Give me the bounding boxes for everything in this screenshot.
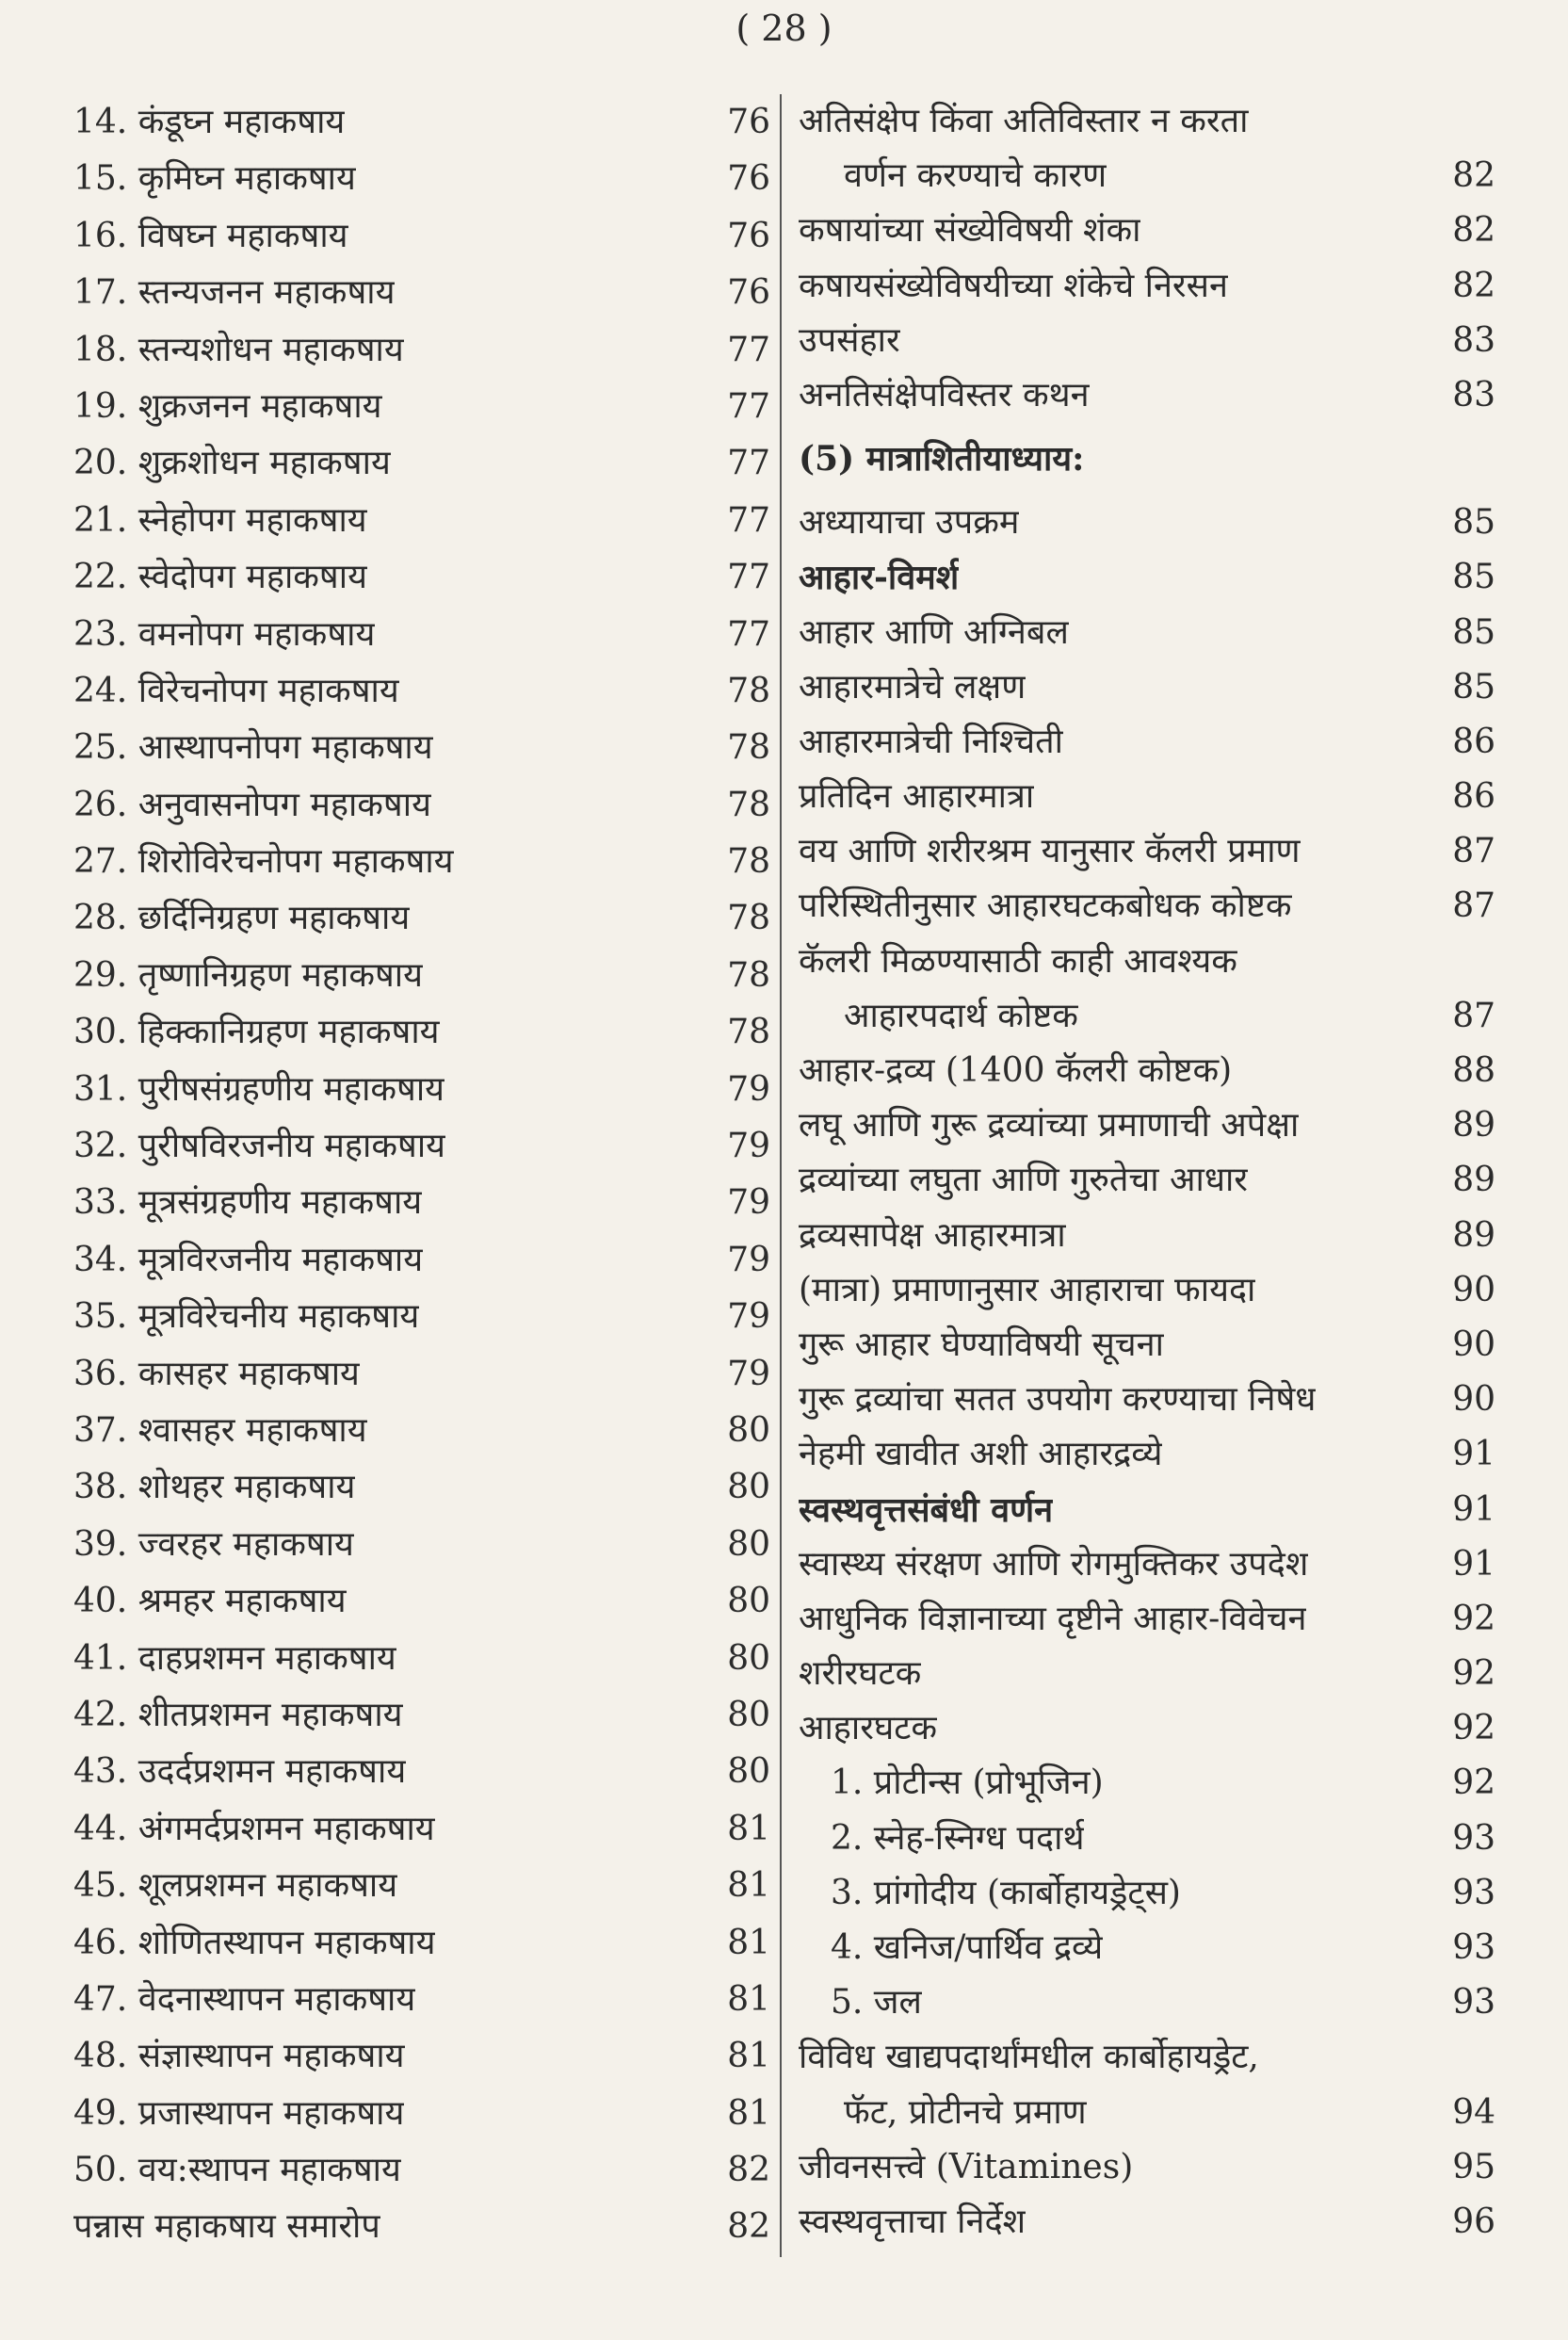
toc-entry-title: 47. वेदनास्थापन महाकषाय [73,1979,416,2019]
toc-entry-title: (5) मात्राशितीयाध्याय: [799,439,1085,479]
toc-entry-title: आधुनिक विज्ञानाच्या दृष्टीने आहार-विवेचन [799,1599,1307,1638]
toc-entry-title: स्वस्थवृत्ताचा निर्देश [799,2202,1026,2241]
toc-entry-title: उपसंहार [799,320,900,360]
toc-entry-title: 37. श्वासहर महाकषाय [73,1410,367,1450]
toc-entry-title: 16. विषघ्न महाकषाय [73,216,348,255]
toc-entry [73,1232,770,1289]
toc-entry [799,1866,1495,1921]
toc-entry-title: पन्नास महाकषाय समारोप [73,2207,380,2247]
toc-entry-page: 92 [1452,1709,1495,1748]
toc-entry-title: 44. अंगमर्दप्रशमन महाकषाय [73,1809,435,1848]
toc-entry-page: 78 [727,785,770,824]
toc-entry-page: 77 [727,558,770,597]
toc-entry-page: 81 [727,1809,770,1848]
toc-entry-page: 93 [1452,1818,1495,1858]
toc-entry-title: 50. वय:स्थापन महाकषाय [73,2151,401,2190]
toc-entry-page: 85 [1452,612,1495,652]
toc-entry [73,1289,770,1345]
toc-entry [73,834,770,890]
toc-entry [799,496,1495,550]
toc-entry-title: नेहमी खावीत अशी आहारद्रव्ये [799,1435,1163,1474]
toc-entry-title: 1. प्रोटीन्स (प्रोभूजिन) [831,1763,1104,1803]
toc-entry-page: 87 [1452,996,1495,1035]
toc-entry-title: 20. शुक्रशोधन महाकषाय [73,444,391,483]
toc-entry-title: आहारमात्रेचे लक्षण [799,667,1026,707]
toc-entry-title: परिस्थितीनुसार आहारघटकबोधक कोष्टक [799,886,1292,926]
toc-entry [799,1812,1495,1866]
toc-entry-title: फॅट, प्रोटीनचे प्रमाण [844,2092,1087,2132]
toc-entry-title: आहारपदार्थ कोष्टक [844,996,1078,1035]
toc-entry-title: 25. आस्थापनोपग महाकषाय [73,728,433,768]
toc-entry-page: 80 [727,1638,770,1678]
toc-entry-title: 36. कासहर महाकषाय [73,1354,360,1393]
toc-entry [799,259,1495,314]
toc-entry-title: 2. स्नेह-स्निग्ध पदार्थ [831,1818,1085,1858]
toc-entry-page: 80 [727,1695,770,1734]
toc-entry [73,2199,770,2255]
toc-entry [799,770,1495,824]
toc-entry-page: 88 [1452,1051,1495,1090]
toc-entry [73,948,770,1004]
toc-entry [799,1592,1495,1647]
toc-entry-title: 46. शोणितस्थापन महाकषाय [73,1923,436,1962]
toc-entry-title: जीवनसत्त्वे (Vitamines) [799,2147,1134,2186]
toc-right-column [799,94,1495,2250]
toc-entry-title: 15. कृमिघ्न महाकषाय [73,159,356,199]
toc-entry [799,1263,1495,1318]
toc-entry-page: 81 [727,2037,770,2076]
toc-entry-page: 77 [727,614,770,654]
toc-entry [799,1921,1495,1975]
toc-entry-page: 78 [727,842,770,882]
toc-entry-title: 40. श्रमहर महाकषाय [73,1582,347,1621]
toc-entry-title: विविध खाद्यपदार्थांमधील कार्बोहायड्रेट, [799,2038,1259,2077]
toc-entry-title: 43. उदर्दप्रशमन महाकषाय [73,1752,407,1792]
toc-entry-page: 78 [727,1013,770,1052]
toc-entry-page: 96 [1452,2202,1495,2241]
toc-entry [73,663,770,720]
toc-entry [73,1972,770,2028]
toc-entry-page: 89 [1452,1215,1495,1255]
toc-entry [73,1687,770,1744]
toc-entry-title: अध्यायाचा उपक्रम [799,503,1020,543]
toc-entry [799,2140,1495,2195]
toc-entry-title: गुरू आहार घेण्याविषयी सूचना [799,1324,1164,1364]
toc-entry-page: 76 [727,103,770,141]
toc-entry-title: आहारमात्रेची निश्चिती [799,722,1063,761]
toc-entry-page: 85 [1452,558,1495,597]
toc-entry-title: कॅलरी मिळण्यासाठी काही आवश्यक [799,941,1237,981]
toc-entry-page: 93 [1452,1983,1495,2023]
toc-entry [799,314,1495,368]
toc-entry [73,1744,770,1800]
toc-entry [73,1858,770,1914]
toc-entry [799,1209,1495,1263]
toc-entry [799,1427,1495,1482]
toc-entry-page: 81 [727,1979,770,2019]
toc-entry-page: 79 [727,1127,770,1166]
toc-entry-title: लघू आणि गुरू द्रव्यांच्या प्रमाणाची अपेक्षा [799,1106,1300,1146]
toc-entry [799,2030,1495,2085]
toc-entry-title: (मात्रा) प्रमाणानुसार आहाराचा फायदा [799,1270,1256,1309]
toc-entry [73,208,770,265]
toc-entry-page: 78 [727,728,770,768]
toc-entry [799,1153,1495,1208]
toc-entry-page: 80 [727,1752,770,1792]
toc-entry [799,606,1495,660]
toc-entry-title: गुरू द्रव्यांचा सतत उपयोग करण्याचा निषेध [799,1380,1317,1420]
toc-entry [73,1801,770,1858]
toc-entry [799,1647,1495,1701]
toc-entry [799,715,1495,770]
toc-entry-page: 79 [727,1183,770,1223]
toc-entry-page: 91 [1452,1489,1495,1529]
toc-entry [73,549,770,606]
toc-entry-page: 83 [1452,320,1495,360]
toc-entry-title: 42. शीतप्रशमन महाकषाय [73,1695,403,1734]
toc-entry-page: 90 [1452,1324,1495,1364]
toc-entry [799,1044,1495,1098]
toc-entry-page: 76 [727,273,770,313]
toc-entry-page: 91 [1452,1544,1495,1584]
toc-entry [73,1175,770,1231]
toc-entry-title: आहारघटक [799,1709,938,1748]
toc-entry [799,423,1495,496]
toc-entry [73,1004,770,1061]
toc-entry-page: 78 [727,671,770,710]
toc-entry-page: 82 [1452,266,1495,305]
toc-entry-page: 82 [1452,156,1495,196]
toc-entry [73,1459,770,1516]
toc-entry-title: 33. मूत्रसंग्रहणीय महाकषाय [73,1183,423,1223]
toc-entry-title: 49. प्रजास्थापन महाकषाय [73,2093,405,2133]
toc-entry [73,435,770,492]
toc-entry [799,824,1495,879]
toc-entry [799,879,1495,934]
toc-entry-page: 77 [727,330,770,369]
toc-entry-title: 31. पुरीषसंग्रहणीय महाकषाय [73,1069,445,1109]
toc-entry-page: 80 [727,1410,770,1450]
toc-entry-page: 93 [1452,1873,1495,1912]
toc-entry-title: 38. शोथहर महाकषाय [73,1468,356,1507]
toc-entry-title: 30. हिक्कानिग्रहण महाकषाय [73,1013,440,1052]
toc-entry-title: 45. शूलप्रशमन महाकषाय [73,1866,398,1906]
toc-entry-page: 83 [1452,375,1495,414]
toc-entry [73,1062,770,1118]
toc-entry [799,2195,1495,2250]
toc-entry-title: शरीरघटक [799,1654,922,1694]
toc-entry-title: 27. शिरोविरेचनोपग महाकषाय [73,842,454,882]
toc-entry [799,1318,1495,1373]
toc-entry-title: 35. मूत्रविरेचनीय महाकषाय [73,1297,420,1337]
toc-entry-page: 76 [727,159,770,199]
toc-entry-title: 39. ज्वरहर महाकषाय [73,1524,354,1564]
toc-entry-title: 32. पुरीषविरजनीय महाकषाय [73,1127,446,1166]
toc-entry-title: कषायसंख्येविषयीच्या शंकेचे निरसन [799,266,1228,305]
toc-entry-page: 79 [727,1297,770,1337]
toc-entry [799,149,1495,203]
toc-entry-title: स्वस्थवृत्तसंबंधी वर्णन [799,1489,1054,1530]
toc-entry-title: 14. कंडूघ्न महाकषाय [73,103,346,141]
toc-entry-title: 22. स्वेदोपग महाकषाय [73,558,367,597]
toc-entry-title: 34. मूत्रविरजनीय महाकषाय [73,1240,424,1279]
toc-entry-title: 41. दाहप्रशमन महाकषाय [73,1638,396,1678]
toc-entry-page: 87 [1452,832,1495,871]
toc-entry [73,493,770,549]
toc-entry [799,94,1495,149]
toc-entry-page: 87 [1452,886,1495,926]
toc-entry-page: 81 [727,1866,770,1906]
toc-entry [73,2142,770,2199]
toc-entry [73,94,770,151]
toc-entry [73,265,770,321]
toc-entry-title: अतिसंक्षेप किंवा अतिविस्तार न करता [799,102,1249,140]
toc-entry-page: 81 [727,2093,770,2133]
toc-entry [73,1118,770,1175]
toc-entry-title: प्रतिदिन आहारमात्रा [799,777,1035,817]
toc-entry [799,1098,1495,1153]
toc-entry-title: द्रव्यांच्या लघुता आणि गुरुतेचा आधार [799,1161,1249,1200]
toc-entry-title: वय आणि शरीरश्रम यानुसार कॅलरी प्रमाण [799,832,1301,871]
toc-entry-page: 95 [1452,2147,1495,2186]
toc-entry-title: कषायांच्या संख्येविषयी शंका [799,211,1141,251]
toc-entry [799,660,1495,715]
toc-entry [73,1346,770,1403]
toc-entry-page: 94 [1452,2092,1495,2132]
toc-entry-page: 92 [1452,1654,1495,1694]
toc-entry-page: 80 [727,1524,770,1564]
toc-entry-title: आहार-विमर्श [799,558,960,598]
toc-entry-page: 80 [727,1468,770,1507]
toc-entry-page: 85 [1452,667,1495,707]
toc-entry-title: आहार आणि अग्निबल [799,612,1069,652]
toc-entry-title: 26. अनुवासनोपग महाकषाय [73,785,431,824]
toc-entry-title: स्वास्थ्य संरक्षण आणि रोगमुक्तिकर उपदेश [799,1544,1309,1584]
toc-entry-page: 79 [727,1069,770,1109]
toc-entry-page: 91 [1452,1435,1495,1474]
toc-entry-page: 89 [1452,1161,1495,1200]
toc-entry [73,1915,770,1972]
page-number: ( 28 ) [736,8,832,49]
toc-entry-page: 89 [1452,1106,1495,1146]
column-divider [780,94,782,2257]
toc-entry [799,1483,1495,1537]
toc-entry-page: 80 [727,1582,770,1621]
toc-entry-title: 18. स्तन्यशोधन महाकषाय [73,330,404,369]
toc-entry-title: 19. शुक्रजनन महाकषाय [73,386,382,426]
toc-entry-page: 92 [1452,1599,1495,1638]
toc-entry-title: 28. छर्दिनिग्रहण महाकषाय [73,899,411,938]
toc-entry-page: 77 [727,444,770,483]
toc-entry-page: 85 [1452,503,1495,543]
toc-entry-title: 21. स्नेहोपग महाकषाय [73,500,367,540]
toc-entry-page: 90 [1452,1380,1495,1420]
toc-entry-page: 90 [1452,1270,1495,1309]
toc-entry-title: अनतिसंक्षेपविस्तर कथन [799,375,1090,414]
toc-entry-page: 81 [727,1923,770,1962]
toc-entry-page: 76 [727,216,770,255]
toc-entry-page: 86 [1452,722,1495,761]
toc-entry-title: वर्णन करण्याचे कारण [844,156,1107,196]
toc-entry-page: 82 [727,2207,770,2247]
toc-entry [73,777,770,834]
toc-entry-page: 78 [727,899,770,938]
toc-entry [799,1975,1495,2030]
toc-entry [799,934,1495,989]
toc-entry-title: 23. वमनोपग महाकषाय [73,614,376,654]
toc-entry [799,550,1495,605]
toc-entry-page: 82 [1452,211,1495,251]
toc-entry [799,203,1495,258]
toc-entry-page: 92 [1452,1763,1495,1803]
toc-entry [73,720,770,776]
toc-entry-page: 82 [727,2151,770,2190]
toc-entry-title: द्रव्यसापेक्ष आहारमात्रा [799,1215,1066,1255]
toc-entry [73,2086,770,2142]
toc-entry [73,379,770,435]
toc-entry [73,607,770,663]
toc-entry-title: 48. संज्ञास्थापन महाकषाय [73,2037,405,2076]
toc-entry [73,1631,770,1687]
toc-entry-title: 5. जल [831,1983,922,2023]
toc-entry-page: 78 [727,955,770,995]
toc-entry-title: 17. स्तन्यजनन महाकषाय [73,273,396,313]
toc-entry [799,1701,1495,1756]
toc-entry-title: 29. तृष्णानिग्रहण महाकषाय [73,955,423,995]
toc-entry [73,2028,770,2085]
toc-entry-title: 24. विरेचनोपग महाकषाय [73,671,399,710]
toc-entry-title: आहार-द्रव्य (1400 कॅलरी कोष्टक) [799,1051,1233,1090]
toc-entry [799,1537,1495,1592]
toc-entry [73,151,770,207]
toc-entry-page: 77 [727,386,770,426]
toc-entry [73,322,770,379]
toc-left-column [73,94,770,2256]
toc-entry [799,1373,1495,1427]
toc-entry [799,2086,1495,2140]
toc-entry-page: 77 [727,500,770,540]
toc-entry [73,1517,770,1573]
toc-entry-page: 79 [727,1240,770,1279]
toc-entry-page: 86 [1452,777,1495,817]
toc-entry-page: 93 [1452,1928,1495,1967]
toc-entry [73,890,770,947]
toc-entry [799,368,1495,423]
toc-entry-title: 3. प्रांगोदीय (कार्बोहायड्रेट्स) [831,1873,1181,1912]
toc-entry [73,1573,770,1630]
toc-entry [799,989,1495,1044]
toc-entry-page: 79 [727,1354,770,1393]
toc-entry-title: 4. खनिज/पार्थिव द्रव्ये [831,1928,1104,1967]
toc-entry [799,1756,1495,1811]
toc-entry [73,1403,770,1459]
